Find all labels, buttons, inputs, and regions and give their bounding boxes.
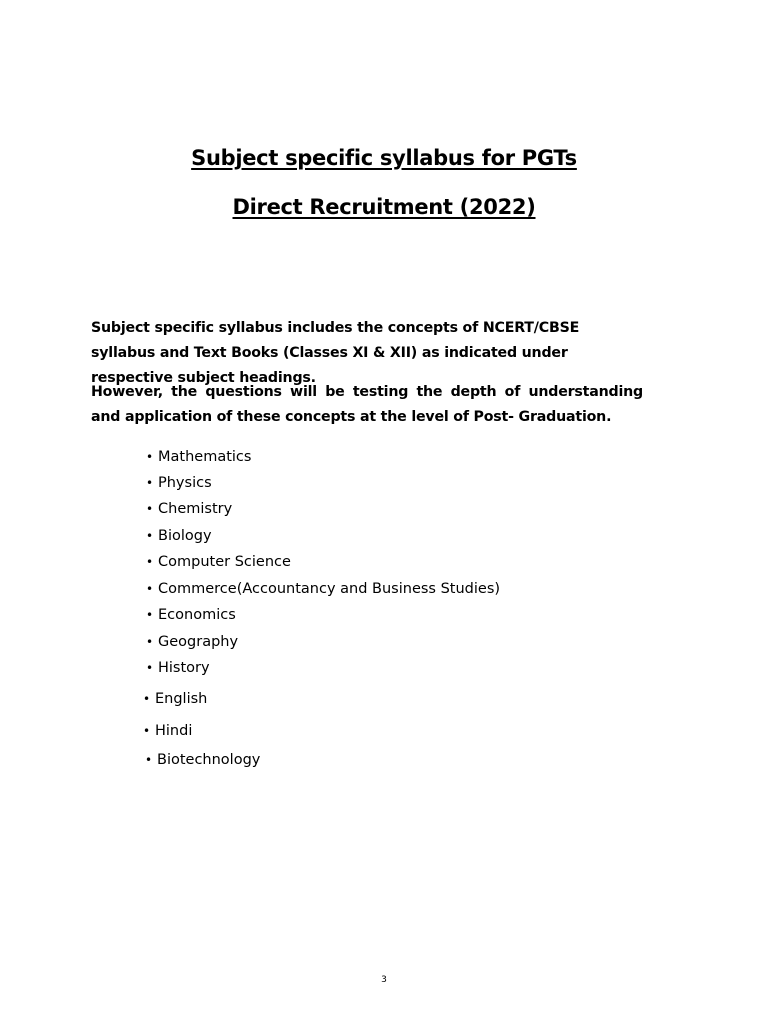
subject-label: Physics (158, 475, 212, 491)
list-item (146, 657, 210, 679)
bullet-icon: • (145, 753, 153, 767)
subject-label: Biology (158, 528, 212, 544)
intro-paragraph: Subject specific syllabus includes the concepts of NCERT/CBSE syllabus and Text Books (Classes XI & XII) as indicated under respective subject headings. (91, 320, 580, 386)
list-item (146, 578, 500, 600)
subject-label: History (158, 660, 210, 676)
list-item (146, 498, 232, 520)
bullet-icon: • (146, 502, 154, 516)
list-item (146, 446, 251, 468)
list-item (146, 472, 212, 494)
bullet-icon: • (146, 661, 154, 675)
subject-label: Economics (158, 607, 236, 623)
subject-label: Geography (158, 634, 239, 650)
bullet-icon: • (143, 724, 151, 738)
subject-label: Chemistry (158, 501, 233, 517)
subject-label: English (155, 691, 208, 707)
subject-label: Computer Science (158, 554, 291, 570)
bullet-icon: • (146, 608, 154, 622)
subject-label: Commerce(Accountancy and Business Studies) (158, 581, 501, 597)
list-item (146, 631, 238, 653)
depth-paragraph: However, the questions will be testing the depth of understanding and application of these concepts at the level of Post- Graduation. (91, 384, 643, 425)
list-item (146, 551, 291, 573)
page-number: 3 (381, 975, 387, 985)
bullet-icon: • (146, 529, 154, 543)
list-item (146, 525, 212, 547)
subject-label: Biotechnology (157, 752, 261, 768)
document-title: Subject specific syllabus for PGTs (191, 146, 577, 170)
bullet-icon: • (146, 635, 154, 649)
subject-label: Mathematics (158, 449, 252, 465)
list-item (143, 688, 207, 710)
list-item (146, 604, 236, 626)
list-item (145, 749, 260, 771)
bullet-icon: • (146, 555, 154, 569)
list-item (143, 720, 192, 742)
bullet-icon: • (146, 582, 154, 596)
bullet-icon: • (143, 692, 151, 706)
bullet-icon: • (146, 476, 154, 490)
document-subtitle: Direct Recruitment (2022) (232, 195, 536, 219)
bullet-icon: • (146, 450, 154, 464)
subject-label: Hindi (155, 723, 193, 739)
